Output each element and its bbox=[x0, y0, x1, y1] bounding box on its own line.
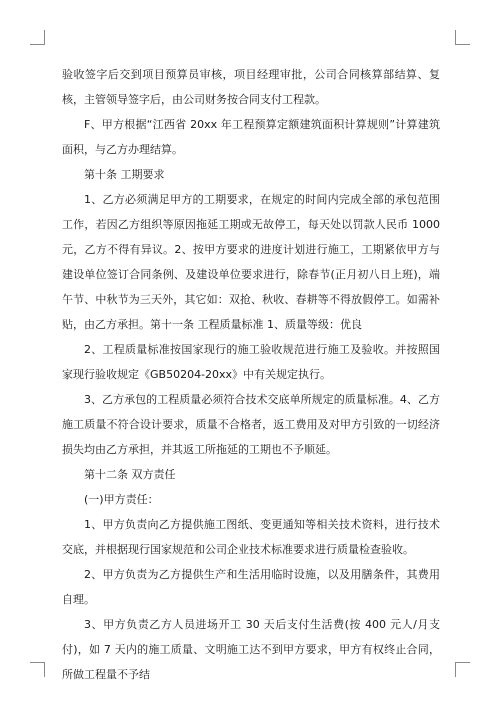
crop-mark-top-left bbox=[30, 30, 45, 45]
crop-mark-top-right bbox=[455, 30, 470, 45]
subsection-heading: (一)甲方责任： bbox=[84, 493, 159, 506]
paragraph: 验收签字后交到项目预算员审核，项目经理审批，公司合同核算部结算、复核，主管领导签字后，由公司财务按合同支付工程款。 bbox=[62, 68, 440, 106]
section-heading-article-10: 第十条 工期要求 bbox=[84, 168, 165, 181]
section-heading-article-12: 第十二条 双方责任 bbox=[84, 468, 176, 481]
paragraph: 2、甲方负责为乙方提供生产和生活用临时设施，以及用膳条件，其费用自理。 bbox=[62, 568, 440, 606]
paragraph: 2、工程质量标准按国家现行的施工验收规范进行施工及验收。并按照国家现行验收规定《GB50204-20xx》中有关规定执行。 bbox=[62, 343, 440, 381]
paragraph: 3、甲方负责乙方人员进场开工 30 天后支付生活费(按 400 元人/月支付)，如 7 天内的施工质量、文明施工达不到甲方要求，甲方有权终止合同，所做工程量不予结 bbox=[62, 618, 440, 681]
document-body bbox=[62, 62, 440, 687]
paragraph: F、甲方根据“江西省 20xx 年工程预算定额建筑面积计算规则”计算建筑面积，与乙方办理结算。 bbox=[62, 118, 440, 156]
paragraph: 1、乙方必须满足甲方的工期要求，在规定的时间内完成全部的承包范围工作，若因乙方组织等原因拖延工期或无故停工，每天处以罚款人民币 1000 元，乙方不得有异议。2、按甲方要求的进度计划进行施工，工期紧依甲方与建设单位签订合同条例、及建设单位要求进行，除春节(正月初八日上班)，端午节、中秋节为三天外，其它如：双抢、秋收、春耕等不得放假停工。如需补贴，由乙方承担。第十一条 工程质量标准 1、质量等级：优良 bbox=[62, 193, 440, 331]
paragraph: 3、乙方承包的工程质量必须符合技术交底单所规定的质量标准。4、乙方施工质量不符合设计要求，质量不合格者，返工费用及对甲方引致的一切经济损失均由乙方承担，并其返工所拖延的工期也不予顺延。 bbox=[62, 393, 440, 456]
crop-mark-bottom-left bbox=[30, 662, 45, 677]
paragraph: 1、甲方负责向乙方提供施工图纸、变更通知等相关技术资料，进行技术交底，并根据现行国家规范和公司企业技术标准要求进行质量检查验收。 bbox=[62, 518, 440, 556]
crop-mark-bottom-right bbox=[455, 662, 470, 677]
